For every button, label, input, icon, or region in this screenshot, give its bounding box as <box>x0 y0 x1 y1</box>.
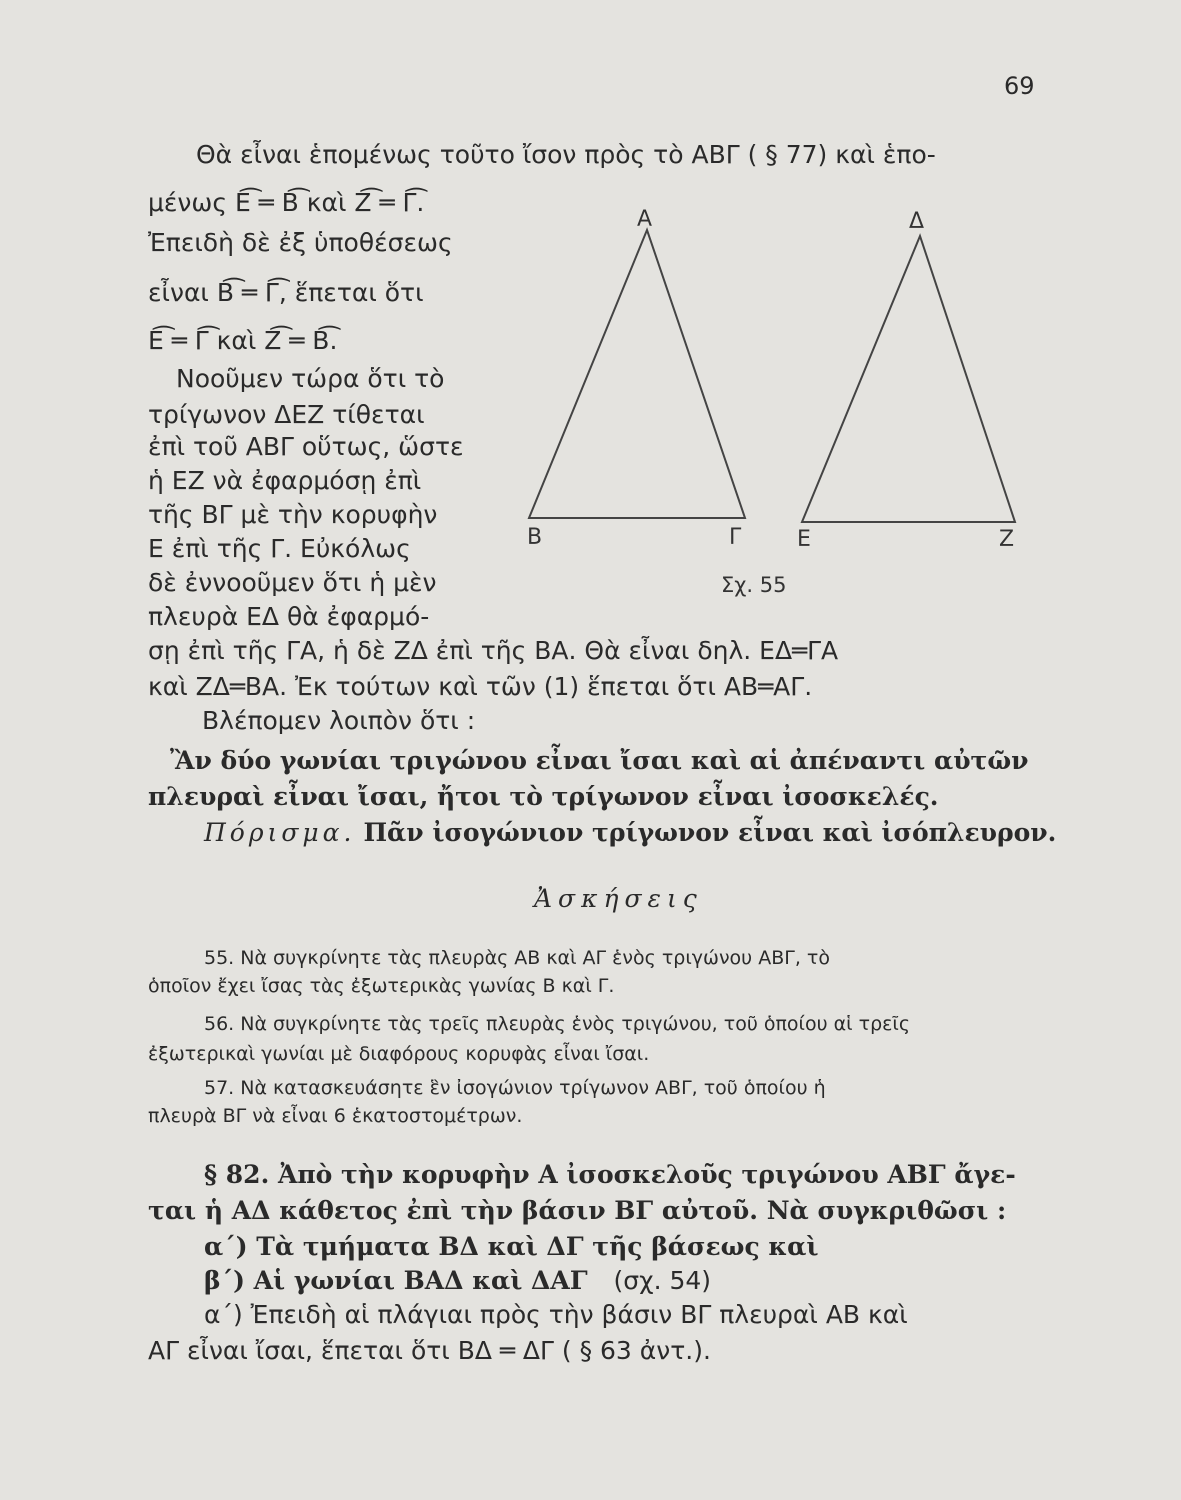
text-line-3: Ἐπειδὴ δὲ ἐξ ὑποθέσεως <box>148 228 453 257</box>
porisma-label: Πόρισμα. <box>204 818 356 847</box>
triangles-figure <box>515 200 1035 600</box>
vertex-label-b: Β <box>527 525 543 550</box>
vertex-label-d: Δ <box>909 209 925 234</box>
triangle-dez <box>802 236 1015 522</box>
exercise-56-line-2: ἐξωτερικαὶ γωνίαι μὲ διαφόρους κορυφὰς εἶναι ἴσαι. <box>148 1043 650 1065</box>
text-line-16: Βλέπομεν λοιπὸν ὅτι : <box>202 706 476 735</box>
text-line-6: Νοοῦμεν τώρα ὅτι τὸ <box>176 364 445 393</box>
porisma-text: Πᾶν ἰσογώνιον τρίγωνον εἶναι καὶ ἰσόπλευρον. <box>363 818 1057 847</box>
text-line-15: καὶ ΖΔ═ΒΑ. Ἐκ τούτων καὶ τῶν (1) ἕπεται ὅτι ΑΒ═ΑΓ. <box>148 672 813 701</box>
section-82-line-4-text: β΄) Αἱ γωνίαι ΒΑΔ καὶ ΔΑΓ <box>204 1266 588 1295</box>
theorem-line-2: πλευραὶ εἶναι ἴσαι, ἤτοι τὸ τρίγωνον εἶναι ἰσοσκελές. <box>148 782 939 811</box>
exercise-57-line-1: 57. Νὰ κατασκευάσητε ἓν ἰσογώνιον τρίγωνον ΑΒΓ, τοῦ ὁποίου ἡ <box>204 1077 826 1099</box>
text-line-13: πλευρὰ ΕΔ θὰ ἐφαρμό- <box>148 602 430 631</box>
section-82-line-2: ται ἡ ΑΔ κάθετος ἐπὶ τὴν βάσιν ΒΓ αὐτοῦ. Νὰ συγκριθῶσι : <box>148 1196 1007 1225</box>
text-line-14: σῃ ἐπὶ τῆς ΓΑ, ἡ δὲ ΖΔ ἐπὶ τῆς ΒΑ. Θὰ εἶναι δηλ. ΕΔ═ΓΑ <box>148 636 839 665</box>
vertex-label-g: Γ <box>729 525 742 550</box>
exercise-55-line-1: 55. Νὰ συγκρίνητε τὰς πλευρὰς ΑΒ καὶ ΑΓ ἑνὸς τριγώνου ΑΒΓ, τὸ <box>204 947 830 969</box>
text-line-5: Ε͡ ═ Γ͡ καὶ Ζ͡ ═ Β͡. <box>148 326 338 355</box>
triangle-abg <box>529 230 745 518</box>
figure-caption: Σχ. 55 <box>721 573 787 597</box>
text-line-1: Θὰ εἶναι ἑπομένως τοῦτο ἴσον πρὸς τὸ ΑΒΓ ( § 77) καὶ ἑπο- <box>196 140 936 169</box>
exercise-55-line-2: ὁποῖον ἔχει ἴσας τὰς ἐξωτερικὰς γωνίας Β καὶ Γ. <box>148 975 615 997</box>
text-line-10: τῆς ΒΓ μὲ τὴν κορυφὴν <box>148 500 438 529</box>
theorem-line-1: Ἂν δύο γωνίαι τριγώνου εἶναι ἴσαι καὶ αἱ ἀπέναντι αὐτῶν <box>170 746 1029 775</box>
vertex-label-a: Α <box>637 207 653 232</box>
text-line-4: εἶναι Β͡ ═ Γ͡, ἕπεται ὅτι <box>148 278 424 307</box>
page-number: 69 <box>1004 72 1035 100</box>
vertex-label-e: Ε <box>797 527 811 552</box>
section-82-line-4 <box>204 1266 711 1296</box>
exercises-heading: Ἀσκήσεις <box>534 884 703 913</box>
text-line-8: ἐπὶ τοῦ ΑΒΓ οὕτως, ὥστε <box>148 432 464 461</box>
section-82-line-6: ΑΓ εἶναι ἴσαι, ἕπεται ὅτι ΒΔ ═ ΔΓ ( § 63 ἀντ.). <box>148 1336 711 1365</box>
vertex-label-z: Ζ <box>999 527 1015 552</box>
text-line-11: Ε ἐπὶ τῆς Γ. Εὐκόλως <box>148 534 411 563</box>
exercise-56-line-1: 56. Νὰ συγκρίνητε τὰς τρεῖς πλευρὰς ἑνὸς τριγώνου, τοῦ ὁποίου αἱ τρεῖς <box>204 1013 910 1035</box>
text-line-12: δὲ ἐννοοῦμεν ὅτι ἡ μὲν <box>148 568 437 597</box>
text-line-7: τρίγωνον ΔΕΖ τίθεται <box>148 400 425 429</box>
section-82-line-5: α΄) Ἐπειδὴ αἱ πλάγιαι πρὸς τὴν βάσιν ΒΓ πλευραὶ ΑΒ καὶ <box>204 1300 908 1329</box>
figure-reference: (σχ. 54) <box>613 1266 712 1295</box>
text-line-9: ἡ ΕΖ νὰ ἐφαρμόσῃ ἐπὶ <box>148 466 422 495</box>
text-line-2: μένως Ε͡ ═ Β͡ καὶ Ζ͡ ═ Γ͡. <box>148 188 425 217</box>
exercise-57-line-2: πλευρὰ ΒΓ νὰ εἶναι 6 ἑκατοστομέτρων. <box>148 1105 523 1127</box>
section-82-line-3: α΄) Τὰ τμήματα ΒΔ καὶ ΔΓ τῆς βάσεως καὶ <box>204 1232 819 1261</box>
section-82-line-1: § 82. Ἀπὸ τὴν κορυφὴν Α ἰσοσκελοῦς τριγώνου ΑΒΓ ἄγε- <box>204 1160 1016 1189</box>
porisma <box>204 818 1056 848</box>
